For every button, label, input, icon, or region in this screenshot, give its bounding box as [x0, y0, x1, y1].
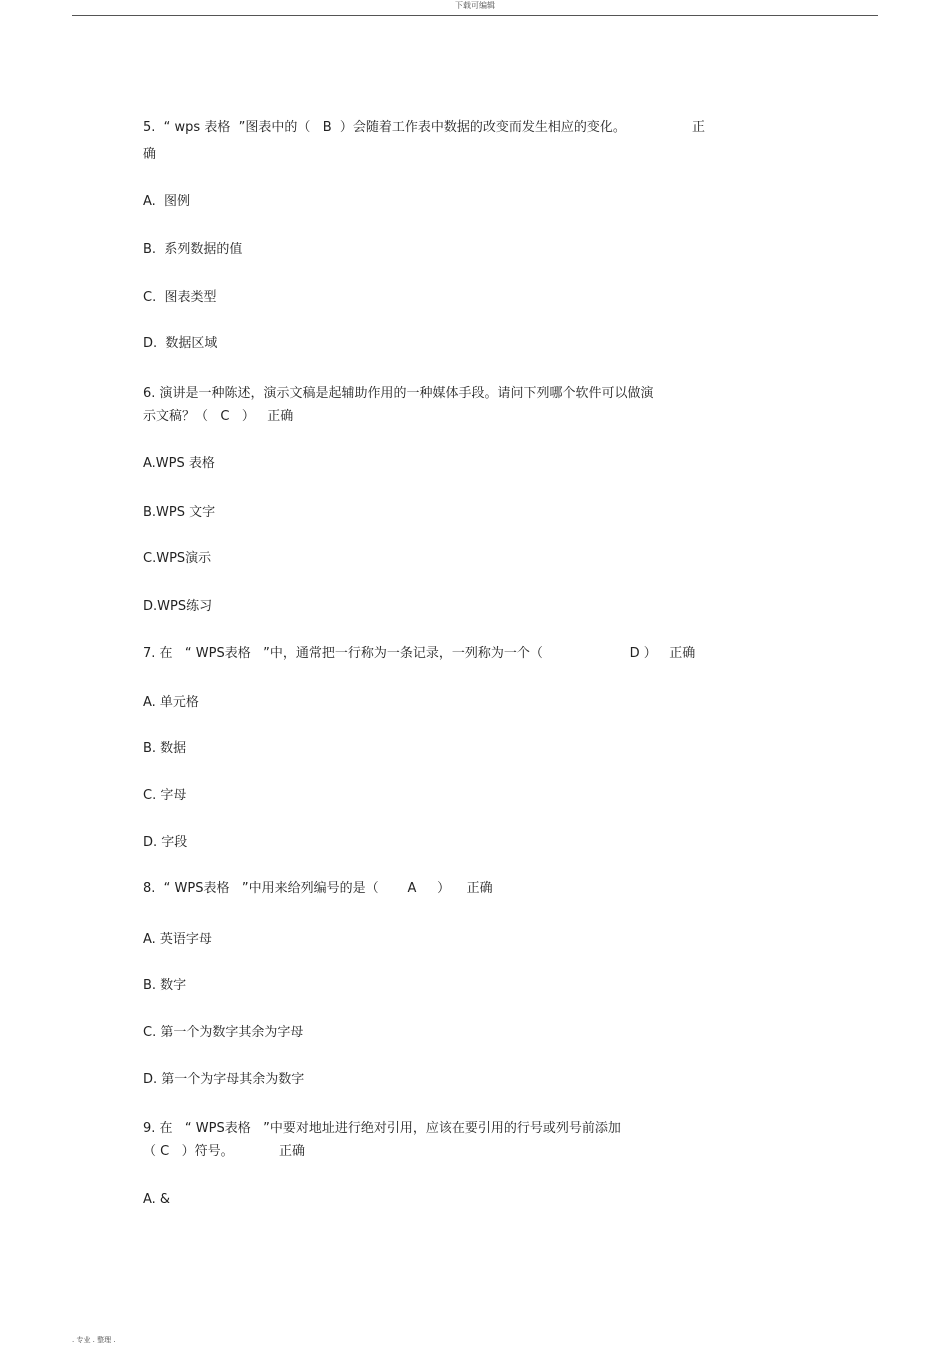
question-8-option-a: A. 英语字母 [143, 932, 212, 947]
question-9-stem-line-1: 9. 在 “ WPS表格 ”中要对地址进行绝对引用，应该在要引用的行号或列号前添加 [143, 1121, 621, 1136]
page-header: 下载可编辑 [455, 1, 495, 10]
question-8-stem-line-1: 8. “ WPS表格 ”中用来给列编号的是（ A ） 正确 [143, 881, 493, 896]
question-6-option-d: D.WPS练习 [143, 599, 213, 614]
question-6-option-b: B.WPS 文字 [143, 505, 216, 520]
question-6-option-a: A.WPS 表格 [143, 456, 215, 471]
question-5-option-a: A. 图例 [143, 194, 191, 209]
question-8-option-b: B. 数字 [143, 978, 187, 993]
question-7-option-c: C. 字母 [143, 788, 187, 803]
page-footer: . 专业 . 整理 . [72, 1336, 116, 1344]
question-6-stem-line-1: 6. 演讲是一种陈述，演示文稿是起辅助作用的一种媒体手段。请问下列哪个软件可以做演 [143, 386, 654, 401]
question-7-option-d: D. 字段 [143, 835, 188, 850]
question-5-option-b: B. 系列数据的值 [143, 242, 243, 257]
question-9-stem-line-2: （ C ）符号。 正确 [143, 1144, 306, 1159]
question-5-option-c: C. 图表类型 [143, 290, 217, 305]
question-5-stem-line-1: 5. “ wps 表格 ”图表中的（ B ）会随着工作表中数据的改变而发生相应的变化。 正 [143, 120, 706, 135]
question-8-option-d: D. 第一个为字母其余为数字 [143, 1072, 305, 1087]
question-7-stem-line-1: 7. 在 “ WPS表格 ”中，通常把一行称为一条记录，一列称为一个（ D ） 正确 [143, 646, 696, 661]
header-divider [72, 15, 878, 16]
question-5-option-d: D. 数据区域 [143, 336, 218, 351]
question-7-option-a: A. 单元格 [143, 695, 199, 710]
question-8-option-c: C. 第一个为数字其余为字母 [143, 1025, 304, 1040]
question-7-option-b: B. 数据 [143, 741, 187, 756]
question-5-stem-line-2: 确 [143, 147, 157, 162]
question-6-option-c: C.WPS演示 [143, 551, 212, 566]
question-9-option-a: A. & [143, 1192, 171, 1207]
question-6-stem-line-2: 示文稿？（ C ） 正确 [143, 409, 294, 424]
